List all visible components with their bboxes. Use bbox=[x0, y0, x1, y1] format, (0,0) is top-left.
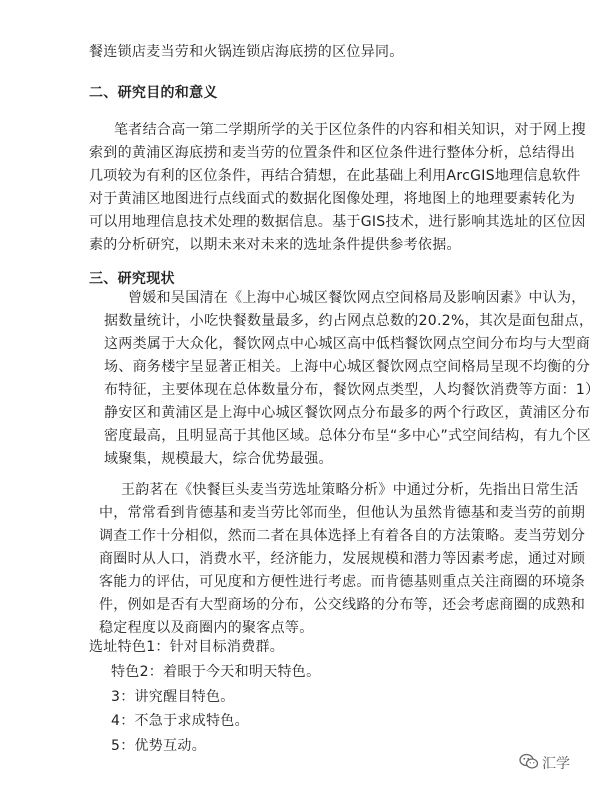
section-2-line bbox=[89, 190, 575, 208]
feature-item: 选址特色1：针对目标消费群。 bbox=[89, 639, 285, 655]
section-3-p1-line: 布特征，主要体现在总体数量分布，餐饮网点类型，人均餐饮消费等方面：1） bbox=[104, 382, 600, 398]
section-2-line bbox=[89, 167, 581, 185]
section-3-p2-line: 商圈时从人口，消费水平，经济能力，发展规模和潜力等因素考虑，通过对顾 bbox=[99, 551, 586, 567]
intro-tail-line: 餐连锁店麦当劳和火锅连锁店海底捞的区位异同。 bbox=[89, 44, 404, 60]
section-3-p1-line: 据数量统计，小吃快餐数量最多，约占网点总数的20.2%，其次是面包甜点， bbox=[104, 313, 594, 329]
section-2-line-text: 可以用地理信息技术处理的数据信息。基于GIS技术，进行影响其选址的区位因 bbox=[89, 214, 586, 230]
section-2-line bbox=[89, 236, 461, 254]
feature-item: 特色2：着眼于今天和明天特色。 bbox=[111, 664, 321, 680]
feature-item: 5：优势互动。 bbox=[111, 738, 207, 754]
section-3-p1-line: 静安区和黄浦区是上海中心城区餐饮网点分布最多的两个行政区，黄浦区分布 bbox=[104, 405, 591, 421]
section-2-heading: 二、研究目的和意义 bbox=[89, 85, 218, 101]
section-2-line-text: 索到的黄浦区海底捞和麦当劳的位置条件和区位条件进行整体分析，总结得出 bbox=[89, 145, 576, 161]
section-3-p1-line: 这两类属于大众化，餐饮网点中心城区高中低档餐饮网点空间分布均与大型商 bbox=[104, 336, 591, 352]
section-3-p2-line: 客能力的评估，可见度和方便性进行考虑。而肯德基则重点关注商圈的环境条 bbox=[99, 574, 586, 590]
feature-item: 4：不急于求成特色。 bbox=[111, 713, 249, 729]
section-3-p2-line: 调查工作十分相似，然而二者在具体选择上有着各自的方法策略。麦当劳划分 bbox=[99, 528, 586, 544]
section-3-p2-line: 王韵茗在《快餐巨头麦当劳选址策略分析》中通过分析，先指出日常生活 bbox=[121, 482, 579, 498]
section-3-p1-line: 密度最高，且明显高于其他区域。总体分布呈“多中心”式空间结构，有九个区 bbox=[104, 428, 592, 444]
section-2-line-text: 笔者结合高一第二学期所学的关于区位条件的内容和相关知识，对于网上搜 bbox=[114, 122, 586, 138]
section-3-p2-line: 件，例如是否有大型商场的分布，公交线路的分布等，还会考虑商圈的成熟和 bbox=[99, 597, 586, 613]
section-2-line bbox=[114, 121, 586, 139]
section-2-line-text: 素的分析研究，以期未来对未来的选址条件提供参考依据。 bbox=[89, 237, 461, 253]
section-2-line-text: 对于黄浦区地图进行点线面式的数据化图像处理，将地图上的地理要素转化为 bbox=[89, 191, 576, 207]
section-3-p2-line: 中，常常看到肯德基和麦当劳比邻而坐，但他认为虽然肯德基和麦当劳的前期 bbox=[99, 505, 586, 521]
wechat-icon bbox=[519, 753, 539, 774]
section-3-p2-line: 稳定程度以及商圈内的聚客点等。 bbox=[99, 620, 314, 636]
watermark-text: 汇学 bbox=[542, 756, 570, 772]
feature-item: 3：讲究醒目特色。 bbox=[111, 689, 235, 705]
section-3-heading: 三、研究现状 bbox=[89, 271, 175, 287]
section-3-p1-line: 曾媛和吴国清在《上海中心城区餐饮网点空间格局及影响因素》中认为， bbox=[128, 290, 586, 306]
section-2-line bbox=[89, 144, 575, 162]
section-3-p1-line: 域聚集，规模最大，综合优势最强。 bbox=[104, 451, 333, 467]
section-3-p1-line: 场、商务楼宇呈显著正相关。上海中心城区餐饮网点空间格局呈现不均衡的分 bbox=[104, 359, 591, 375]
watermark bbox=[519, 751, 570, 775]
section-2-line-text: 几项较为有利的区位条件，再结合猜想，在此基础上利用ArcGIS地理信息软件 bbox=[89, 168, 581, 184]
section-2-line bbox=[89, 213, 586, 231]
